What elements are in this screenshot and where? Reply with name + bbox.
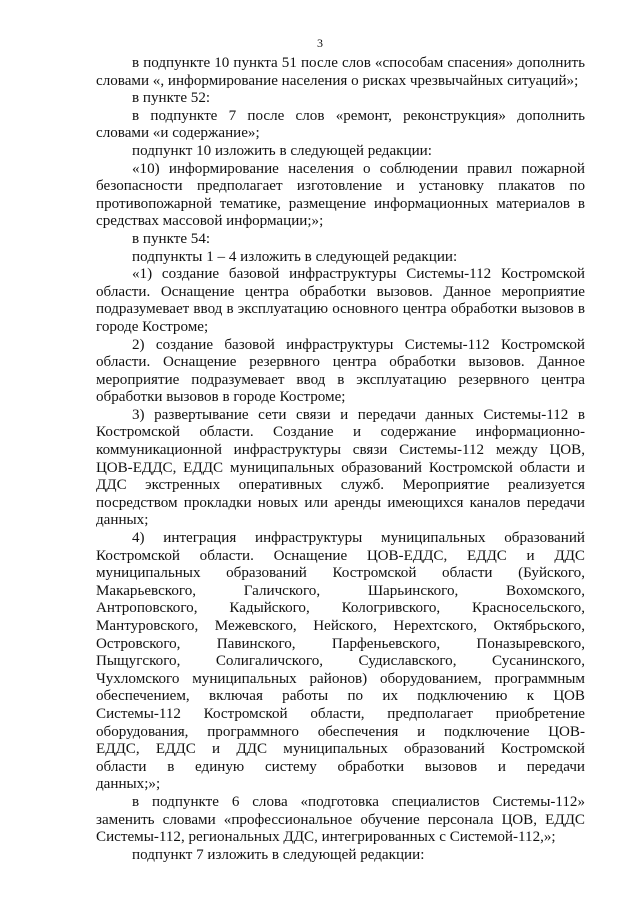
paragraph-item-54-heading: в пункте 54: (132, 230, 211, 247)
paragraph-subitem-6: в подпункте 6 слова «подготовка специалистов Системы-112» заменить словами «профессиональное обучение персонала ЦОВ, ЕДДС Системы-112, региональных ДДС, интегрированных с Системой-112,»; (96, 793, 585, 846)
paragraph-subitem-1: «1) создание базовой инфраструктуры Системы-112 Костромской области. Оснащение центра обработки вызовов. Данное мероприятие подразумевает ввод в эксплуатацию основного центра обработки вызовов в городе Костроме; (96, 266, 585, 335)
paragraph-subitem-2: 2) создание базовой инфраструктуры Системы-112 Костромской области. Оснащение резервного центра обработки вызовов. Данное мероприятие подразумевает ввод в эксплуатацию резервного центра обработки вызовов в городе Костроме; (96, 336, 585, 406)
paragraph-subitems-1-4-intro: подпункты 1 – 4 изложить в следующей редакции: (132, 248, 458, 265)
paragraph-subitem-10-text: «10) информирование населения о соблюдении правил пожарной безопасности предполагает изготовление и установку плакатов по противопожарной тематике, размещение информационных материалов в средствах массовой информации;»; (96, 160, 585, 230)
paragraph-subitem-4: 4) интеграция инфраструктуры муниципальных образований Костромской области. Оснащение ЦОВ-ЕДДС, ЕДДС и ДДС муниципальных образований Костромской области (Буйского, Макарьевского, Галичского, Шарьинского, Вохомского, Антроповского, Кадыйского, Кологривского, Красносельского, Мантуровского, Межевского, Нейского, Нерехтского, Октябрьского, Островского, Павинского, Парфеньевского, Поназыревского, Пыщугского, Солигаличского, Судиславского, Сусанинского, Чухломского муниципальных районов) оборудованием, программным обеспечением, включая работы по их подключению к ЦОВ Системы-112 Костромской области, предполагает приобретение оборудования, программного обеспечения и подключение ЦОВ-ЕДДС, ЕДДС и ДДС муниципальных образований Костромской области в единую систему обработки вызовов и передачи данных;»; (96, 530, 585, 793)
paragraph-subitem-3: 3) развертывание сети связи и передачи данных Системы-112 в Костромской области. Создание и содержание информационно-коммуникационной инфраструктуры связи Системы-112 между ЦОВ, ЦОВ-ЕДДС, ЕДДС муниципальных образований Костромской области и ДДС экстренных оперативных служб. Мероприятие реализуется посредством прокладки новых или аренды имеющихся каналов передачи данных; (96, 406, 585, 529)
paragraph-subitem-7-intro: подпункт 7 изложить в следующей редакции: (132, 846, 425, 863)
paragraph-amend-subitem-7: в подпункте 7 после слов «ремонт, реконструкция» дополнить словами «и содержание»; (96, 107, 585, 142)
paragraph-amend-item-10-p51: в подпункте 10 пункта 51 после слов «способам спасения» дополнить словами «, информирование населения о рисках чрезвычайных ситуаций»; (96, 55, 585, 89)
page-number: 3 (317, 36, 323, 50)
paragraph-subitem-10-intro: подпункт 10 изложить в следующей редакции: (132, 142, 432, 159)
document-body (96, 55, 585, 864)
paragraph-item-52-heading: в пункте 52: (132, 90, 211, 107)
